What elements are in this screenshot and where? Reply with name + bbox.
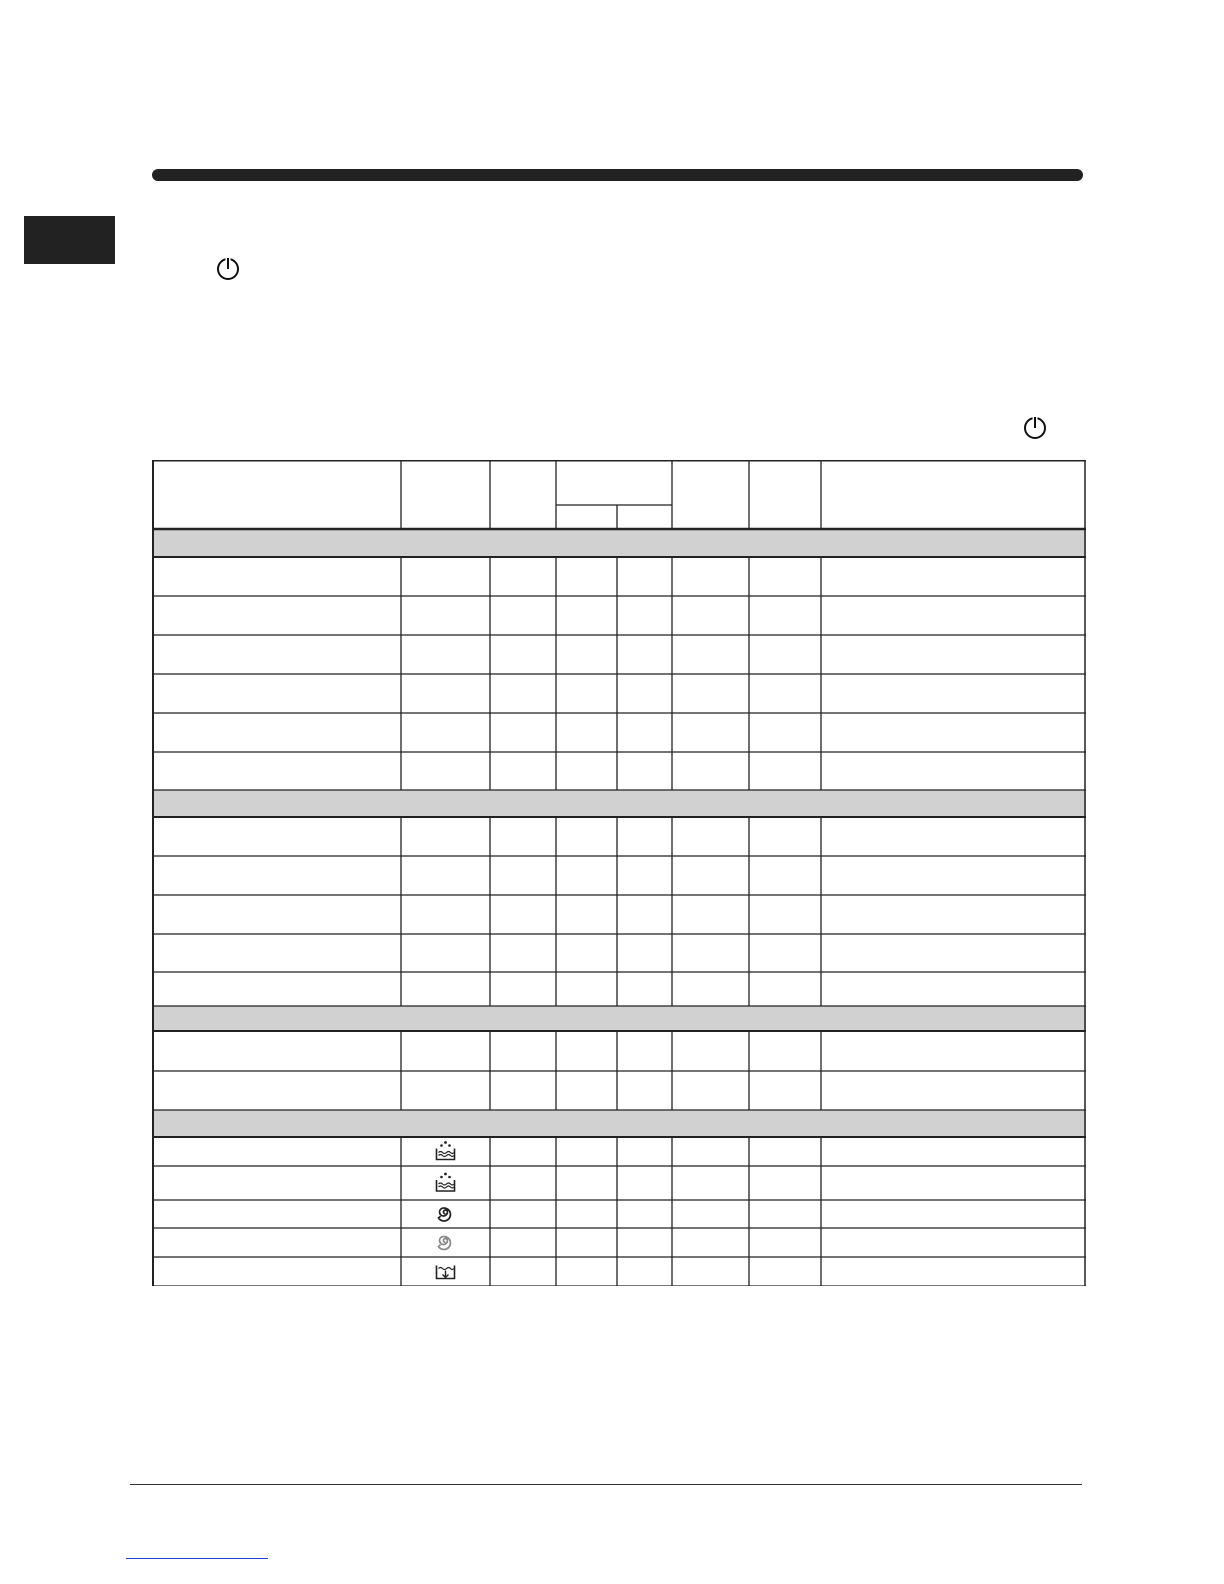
programme-table bbox=[152, 460, 1086, 1286]
drain-icon bbox=[437, 1266, 455, 1279]
section-band bbox=[152, 790, 1086, 817]
footer-rule bbox=[130, 1484, 1082, 1485]
link-underline bbox=[126, 1558, 268, 1559]
power-icon bbox=[1022, 414, 1048, 440]
spin-icon bbox=[439, 1208, 451, 1221]
section-tab bbox=[24, 216, 115, 264]
section-band bbox=[152, 1110, 1086, 1137]
soak-icon bbox=[437, 1141, 455, 1159]
soak-icon bbox=[437, 1173, 455, 1191]
spin-icon bbox=[439, 1236, 451, 1249]
power-icon bbox=[215, 255, 241, 281]
section-band bbox=[152, 1006, 1086, 1031]
section-band bbox=[152, 530, 1086, 557]
header-rule bbox=[152, 169, 1083, 181]
